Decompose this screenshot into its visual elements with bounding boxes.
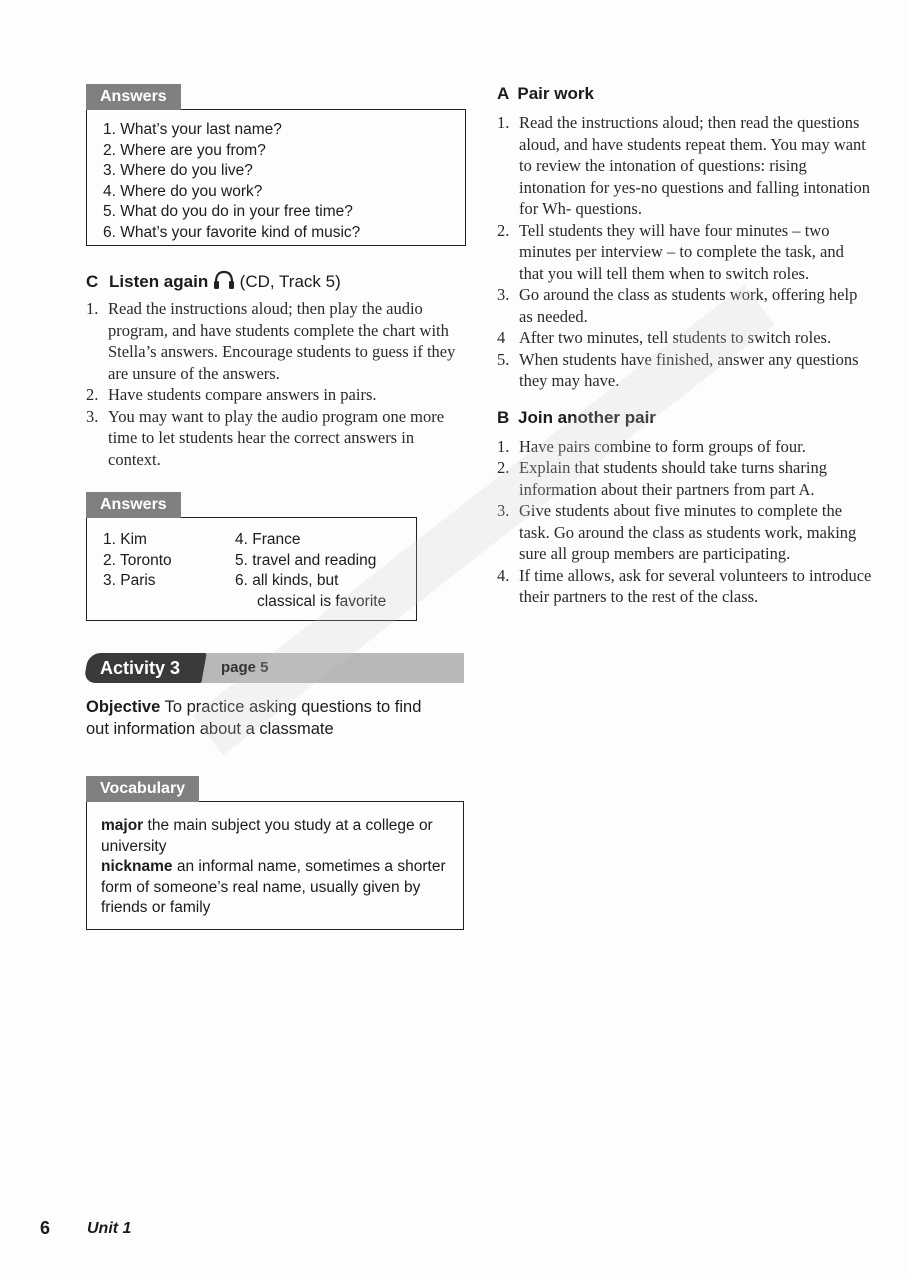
answer-item: 6. What’s your favorite kind of music? [103, 223, 361, 241]
vocab-definition: an informal name, sometimes a shorter form of someone’s real name, usually given by friends or family [101, 858, 446, 916]
step-item: 1. Read the instructions aloud; then play the audio program, and have students complete the chart with Stella’s answers. Encourage students to guess if they are unsure of the answers. [86, 299, 456, 383]
answers-tab: Answers [86, 492, 181, 518]
section-c-heading [86, 270, 466, 292]
unit-label: Unit 1 [87, 1220, 132, 1237]
answer-item: 5. What do you do in your free time? [103, 203, 353, 220]
vocab-term: nickname [101, 858, 173, 875]
step-item: 2. Have students compare answers in pairs. [86, 385, 377, 404]
objective-text: To practice asking questions to find out information about a classmate [86, 698, 422, 738]
vocabulary-entry [101, 857, 449, 919]
section-a [497, 84, 872, 392]
section-b [497, 408, 872, 608]
vocab-definition: the main subject you study at a college or university [101, 817, 433, 855]
vocab-term: major [101, 817, 144, 834]
activity-label: Activity 3 [100, 658, 181, 678]
track-label: (CD, Track 5) [239, 272, 341, 291]
answer-item: 1. Kim [103, 531, 147, 548]
right-column [497, 84, 872, 608]
objective [86, 697, 446, 740]
vocabulary-tab: Vocabulary [86, 776, 199, 802]
step-item: 4 After two minutes, tell students to switch roles. [497, 328, 832, 347]
section-title: Listen again [109, 272, 209, 291]
answers-list-box [86, 109, 466, 246]
answer-item: 2. Toronto [103, 551, 172, 569]
left-column [86, 84, 466, 621]
answer-item: 4. France [235, 531, 301, 548]
answers-tab: Answers [86, 84, 181, 110]
answer-item: 5. travel and reading [235, 551, 377, 569]
section-letter: A [497, 84, 509, 103]
answer-item: 6. all kinds, but [235, 572, 339, 589]
section-title: Join another pair [518, 407, 656, 427]
step-item: 2. Explain that students should take turns sharing information about their partners from part A. [497, 458, 827, 499]
answer-item: 3. Paris [103, 572, 156, 589]
answer-item: 4. Where do you work? [103, 182, 263, 200]
answers-box-1 [86, 84, 466, 246]
answers-grid-box [86, 517, 417, 621]
section-a-heading [497, 84, 872, 104]
activity-pill [83, 653, 206, 683]
objective-label: Objective [86, 698, 161, 716]
headphones-icon [213, 270, 235, 290]
step-item: 2. Tell students they will have four minutes – two minutes per interview – to complete the task, and that you will tell them when to switch roles. [497, 220, 844, 283]
step-item: 1. Have pairs combine to form groups of four. [497, 436, 806, 456]
answer-item: 1. What’s your last name? [103, 121, 282, 138]
vocabulary-content [86, 801, 464, 930]
vocabulary-entry [101, 816, 449, 857]
step-item: 3. You may want to play the audio program one more time to let students hear the correct answers in context. [86, 406, 445, 469]
step-item: 3. Go around the class as students work, offering help as needed. [497, 285, 858, 326]
section-b-heading [497, 408, 872, 428]
section-c [86, 270, 466, 470]
vocabulary-box [86, 776, 464, 930]
page-number: 6 [40, 1218, 51, 1238]
step-item: 4. If time allows, ask for several volunteers to introduce their partners to the rest of the class. [497, 565, 872, 606]
activity-banner [86, 653, 464, 683]
answer-item: 3. Where do you live? [103, 162, 253, 179]
step-item: 1. Read the instructions aloud; then read the questions aloud, and have students repeat them. You may want to review the intonation of questions: rising intonation for yes-no questions and falling intonation for Wh- questions. [497, 113, 871, 218]
activity-page: page 5 [221, 659, 269, 676]
activity-bar [176, 653, 464, 683]
section-title: Pair work [517, 84, 594, 103]
step-item: 5. When students have finished, answer any questions they may have. [497, 349, 859, 390]
answer-item: classical is favorite [257, 592, 387, 610]
section-letter: B [497, 407, 510, 427]
section-letter: C [86, 272, 99, 291]
step-item: 3. Give students about five minutes to complete the task. Go around the class as students work, making sure all group members are participating. [497, 501, 857, 563]
answer-item: 2. Where are you from? [103, 141, 266, 159]
answers-box-2 [86, 492, 466, 621]
